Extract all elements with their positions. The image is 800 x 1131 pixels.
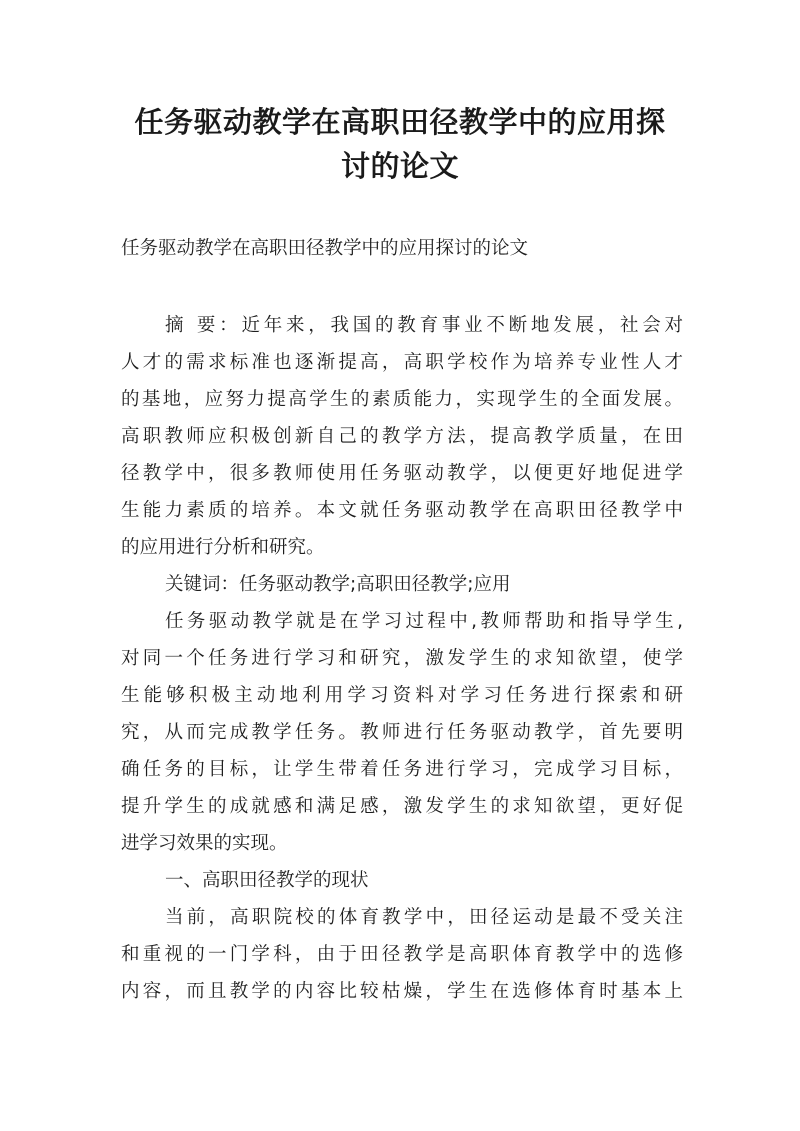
abstract-line: 的应用进行分析和研究。: [121, 537, 325, 558]
paragraph-line: 确任务的目标，让学生带着任务进行学习，完成学习目标，: [121, 759, 683, 780]
paragraph-line: 生能够积极主动地利用学习资料对学习任务进行探索和研: [121, 685, 683, 706]
paragraph-line: 和重视的一门学科，由于田径教学是高职体育教学中的选修: [121, 944, 683, 965]
document-subtitle: 任务驱动教学在高职田径教学中的应用探讨的论文: [121, 238, 529, 259]
paragraph-line: 对同一个任务进行学习和研究，激发学生的求知欲望，使学: [121, 648, 683, 669]
abstract-line: 人才的需求标准也逐渐提高，高职学校作为培养专业性人才: [121, 352, 683, 373]
paragraph-line: 进学习效果的实现。: [121, 833, 288, 854]
keywords-line: 关键词：任务驱动教学;高职田径教学;应用: [165, 574, 511, 595]
abstract-line: 高职教师应积极创新自己的教学方法，提高教学质量，在田: [121, 426, 683, 447]
document-title-line-2: 讨的论文: [340, 149, 459, 183]
abstract-line: 径教学中，很多教师使用任务驱动教学，以便更好地促进学: [121, 463, 683, 484]
paragraph-line: 当前，高职院校的体育教学中，田径运动是最不受关注: [165, 907, 683, 928]
paragraph-line: 究，从而完成教学任务。教师进行任务驱动教学，首先要明: [121, 722, 683, 743]
abstract-line: 摘 要：近年来，我国的教育事业不断地发展，社会对: [165, 315, 683, 336]
document-title-line-1: 任务驱动教学在高职田径教学中的应用探: [134, 105, 666, 139]
abstract-line: 生能力素质的培养。本文就任务驱动教学在高职田径教学中: [121, 500, 683, 521]
section-heading: 一、高职田径教学的现状: [165, 870, 369, 891]
abstract-line: 的基地，应努力提高学生的素质能力，实现学生的全面发展。: [121, 389, 683, 410]
paragraph-line: 提升学生的成就感和满足感，激发学生的求知欲望，更好促: [121, 796, 683, 817]
paragraph-line: 内容，而且教学的内容比较枯燥，学生在选修体育时基本上: [121, 981, 683, 1002]
paragraph-line: 任务驱动教学就是在学习过程中,教师帮助和指导学生,: [165, 611, 683, 632]
